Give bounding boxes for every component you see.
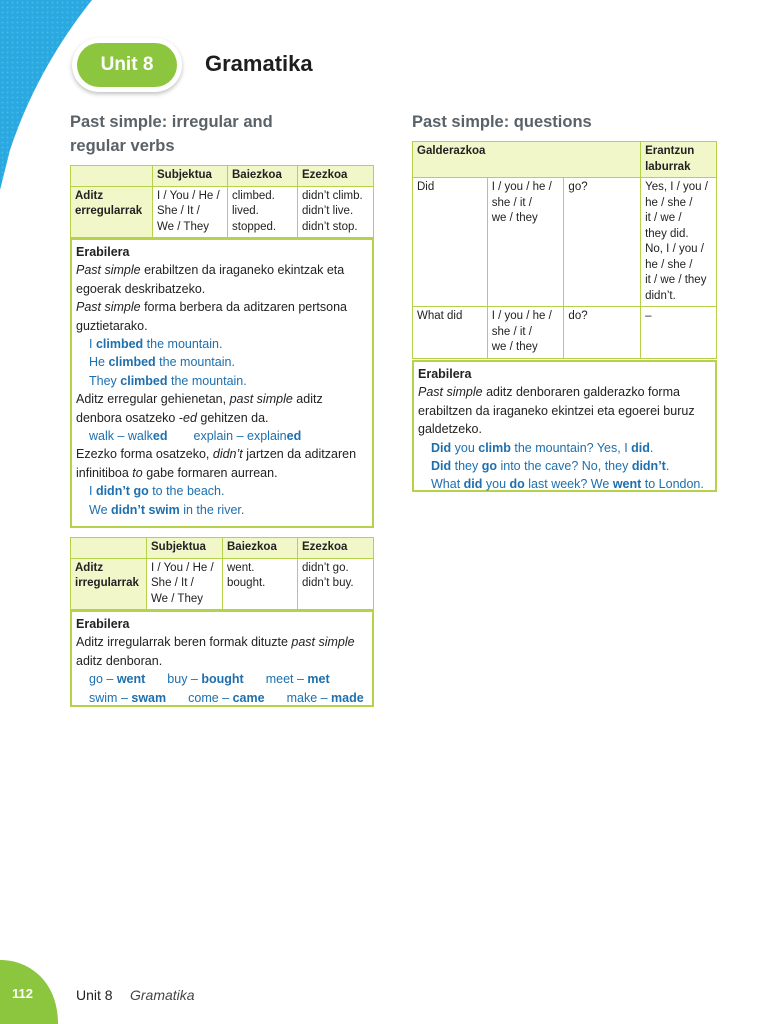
example-sentence — [76, 372, 368, 390]
term-past-simple: Past simple — [418, 385, 483, 400]
header-subjektua: Subjektua — [153, 166, 228, 187]
verb-past: made — [331, 690, 364, 705]
affirmative-line: stopped. — [232, 220, 277, 233]
unit-badge — [72, 38, 182, 92]
usage-box-questions — [412, 360, 717, 492]
usage-paragraph — [76, 633, 368, 670]
example-text: the mountain. — [143, 337, 223, 352]
subject-line: We / They — [151, 592, 203, 605]
verb-past: swam — [131, 690, 167, 705]
example-text: I — [89, 337, 96, 352]
subject-line: She / It / — [157, 205, 200, 217]
short-answer-cell: – — [641, 307, 717, 359]
verb-base: come – — [188, 690, 233, 705]
negative-line: didn’t climb. — [302, 189, 363, 202]
example-text: they — [451, 459, 482, 474]
paragraph-text: Aditz irregularrak beren formak dituzte — [76, 635, 292, 650]
negative-line: didn’t live. — [302, 205, 354, 217]
example-text: the mountain. — [155, 355, 235, 370]
row-header-line: irregularrak — [75, 577, 139, 589]
subject-line: we / they — [491, 212, 538, 224]
auxiliary-cell: What did — [413, 307, 488, 359]
example-sentence — [76, 427, 368, 445]
footer-section-label: Gramatika — [130, 987, 195, 1003]
example-text: He — [89, 355, 109, 370]
term-past-simple: past simple — [291, 635, 355, 650]
subject-cell — [147, 558, 223, 610]
example-highlight: didn’t — [631, 459, 666, 474]
example-text: What — [431, 477, 464, 492]
short-answer-cell — [641, 178, 717, 307]
table-row — [413, 178, 717, 307]
usage-box-regular — [70, 238, 374, 528]
negative-cell — [298, 558, 374, 610]
paragraph-text: jartzen da aditzaren infinitiboa — [76, 447, 357, 480]
term-past-simple: Past simple — [76, 263, 141, 278]
table-header-row — [71, 538, 374, 559]
verb-past: came — [232, 690, 265, 705]
section-title-line1: Past simple: irregular and — [70, 113, 273, 131]
section-title-irregular-regular — [70, 110, 273, 158]
usage-paragraph — [76, 298, 368, 335]
table-row — [413, 307, 717, 359]
usage-heading: Erabilera — [76, 617, 130, 631]
verb-cell: do? — [564, 307, 641, 359]
example-text: I — [89, 484, 96, 499]
verb-pairs-line — [76, 670, 368, 688]
example-text: . — [665, 459, 670, 474]
usage-paragraph — [76, 445, 368, 482]
example-text: in the river. — [179, 502, 245, 517]
term-past-simple: Past simple — [76, 300, 141, 315]
verb-pairs-line — [76, 689, 368, 707]
example-text: walk – walk — [89, 429, 153, 444]
example-sentence — [76, 335, 368, 353]
example-highlight: go — [481, 459, 497, 474]
example-highlight: Did — [431, 440, 452, 455]
header-line: laburrak — [645, 160, 691, 173]
example-highlight: climbed — [108, 355, 156, 370]
example-text: the mountain. — [167, 373, 247, 388]
affirmative-line: went. — [227, 561, 255, 574]
questions-table — [412, 141, 717, 359]
header-subjektua: Subjektua — [147, 538, 223, 559]
subject-line: she / it / — [491, 325, 533, 338]
paragraph-text: aditz denboran. — [76, 653, 163, 668]
table-row — [71, 558, 374, 610]
usage-box-irregular — [70, 610, 374, 707]
answer-line: he / she / — [645, 196, 693, 209]
example-text: to London. — [641, 477, 704, 492]
example-highlight: climbed — [120, 373, 168, 388]
verb-base: meet – — [265, 672, 308, 687]
example-text: you — [482, 477, 510, 492]
verb-cell: go? — [564, 178, 641, 307]
example-text: the mountain? Yes, I — [510, 440, 632, 455]
answer-line: they did. — [645, 227, 689, 240]
section-title-questions: Past simple: questions — [412, 113, 592, 131]
paragraph-text: gabe formaren aurrean. — [142, 465, 278, 480]
verb-past: met — [307, 672, 330, 687]
paragraph-text: aditz denboraren galderazko forma erabiltzen da iraganeko ekintzei eta egoerei buruz galdetzeko. — [418, 385, 695, 437]
affirmative-cell — [228, 186, 298, 238]
example-text: to the beach. — [148, 484, 225, 499]
example-highlight: ed — [152, 429, 168, 444]
answer-line: it / we / they — [645, 274, 707, 286]
example-highlight: ed — [286, 429, 302, 444]
verb-past: went — [116, 672, 146, 687]
answer-line: No, I / you / — [645, 243, 704, 255]
example-highlight: climbed — [95, 337, 144, 352]
answer-line: Yes, I / you / — [645, 181, 708, 193]
example-highlight: did — [631, 440, 650, 455]
subject-line: I / you / he / — [491, 181, 552, 193]
example-highlight: do — [509, 477, 525, 492]
page-number: 112 — [12, 986, 33, 1001]
negative-line: didn’t buy. — [302, 577, 354, 589]
row-header-regular — [71, 186, 153, 238]
negative-line: didn’t stop. — [302, 220, 358, 233]
usage-heading: Erabilera — [76, 245, 130, 259]
example-sentence — [76, 501, 368, 519]
usage-paragraph — [418, 383, 711, 438]
paragraph-text: Aditz erregular gehienetan, — [76, 392, 230, 407]
footer-unit-label: Unit 8 — [76, 987, 113, 1003]
row-header-line: erregularrak — [75, 205, 143, 217]
term-past-simple: past simple — [229, 392, 293, 407]
example-question — [418, 439, 711, 457]
example-text: . — [649, 440, 654, 455]
verb-base: go – — [89, 672, 117, 687]
usage-heading: Erabilera — [418, 367, 472, 381]
usage-paragraph — [76, 261, 368, 298]
subject-cell — [487, 178, 564, 307]
paragraph-text: Ezezko forma osatzeko, — [76, 447, 213, 462]
term-didnt: didn’t — [212, 447, 243, 462]
example-text: They — [89, 373, 121, 388]
section-title-line2: regular verbs — [70, 137, 175, 155]
table-header-row — [413, 142, 717, 178]
header-baiezkoa: Baiezkoa — [223, 538, 298, 559]
table-row — [71, 186, 374, 238]
example-highlight: didn’t go — [95, 484, 149, 499]
subject-line: we / they — [491, 341, 538, 353]
irregular-verbs-table — [70, 537, 374, 610]
header-line: Erantzun — [645, 145, 695, 157]
example-highlight: climb — [478, 440, 511, 455]
header-ezezkoa: Ezezkoa — [298, 166, 374, 187]
answer-line: it / we / — [645, 212, 682, 224]
example-text: We — [89, 502, 111, 517]
row-header-irregular — [71, 558, 147, 610]
example-question — [418, 457, 711, 475]
verb-past: bought — [201, 672, 244, 687]
paragraph-text: gehitzen da. — [196, 410, 269, 425]
auxiliary-cell: Did — [413, 178, 488, 307]
row-header-line: Aditz — [75, 561, 104, 574]
subject-line: We / They — [157, 220, 209, 233]
example-text: last week? We — [524, 477, 613, 492]
term-to: to — [132, 465, 143, 480]
example-highlight: did — [463, 477, 483, 492]
unit-badge-label: Unit 8 — [77, 43, 177, 87]
subject-line: I / You / He / — [157, 189, 220, 202]
verb-base: swim – — [89, 690, 132, 705]
term-ed: ed — [183, 410, 197, 425]
example-text: explain – explain — [193, 429, 287, 444]
table-header-row — [71, 166, 374, 187]
header-erantzun-laburrak — [641, 142, 717, 178]
table-corner-cell — [71, 538, 147, 559]
example-highlight: went — [612, 477, 642, 492]
example-highlight: didn’t swim — [111, 502, 180, 517]
paragraph-text: aditz denbora osatzeko - — [76, 392, 323, 425]
subject-line: She / It / — [151, 577, 194, 589]
affirmative-cell — [223, 558, 298, 610]
negative-cell — [298, 186, 374, 238]
usage-paragraph — [76, 390, 368, 427]
example-sentence — [76, 353, 368, 371]
answer-line: didn’t. — [645, 289, 676, 302]
example-text: into the cave? No, they — [497, 459, 632, 474]
verb-base: make – — [286, 690, 332, 705]
affirmative-line: bought. — [227, 577, 266, 589]
example-sentence — [76, 482, 368, 500]
affirmative-line: climbed. — [232, 189, 275, 202]
page-title: Gramatika — [205, 51, 313, 76]
regular-verbs-table — [70, 165, 374, 238]
subject-line: I / you / he / — [491, 310, 552, 322]
subject-cell — [153, 186, 228, 238]
example-highlight: Did — [431, 459, 452, 474]
example-text: you — [451, 440, 479, 455]
header-baiezkoa: Baiezkoa — [228, 166, 298, 187]
header-ezezkoa: Ezezkoa — [298, 538, 374, 559]
header-galderazkoa: Galderazkoa — [413, 142, 641, 178]
affirmative-line: lived. — [232, 205, 259, 217]
row-header-line: Aditz — [75, 189, 104, 202]
paragraph-text: erabiltzen da iraganeko ekintzak eta egoerak deskribatzeko. — [76, 263, 345, 296]
negative-line: didn’t go. — [302, 561, 349, 574]
paragraph-text: forma berbera da aditzaren pertsona guztietarako. — [76, 300, 347, 333]
subject-line: I / You / He / — [151, 561, 214, 574]
subject-cell — [487, 307, 564, 359]
table-corner-cell — [71, 166, 153, 187]
answer-line: he / she / — [645, 258, 693, 271]
subject-line: she / it / — [491, 196, 533, 209]
example-question — [418, 475, 711, 493]
verb-base: buy – — [167, 672, 202, 687]
